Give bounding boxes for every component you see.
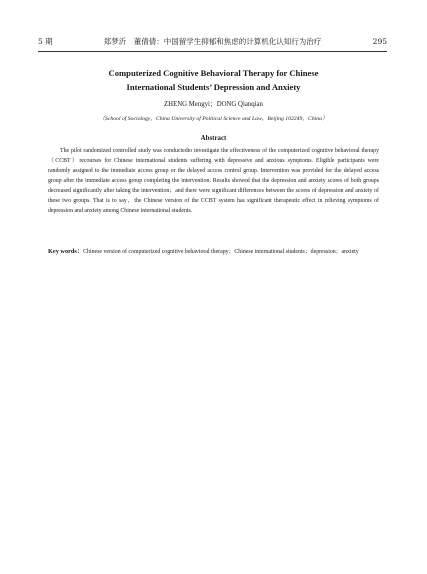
affiliation-text: （School of Sociology，China University of Political Science and Law，Beijing 102249，China） (99, 116, 328, 122)
title-line-1: Computerized Cognitive Behavioral Therapy for Chinese (108, 68, 319, 78)
author-affiliation (0, 115, 427, 124)
keywords-text: Chinese version of computerized cognitive behavioral therapy；Chinese international students；depression；anxiety (83, 249, 359, 255)
running-header (38, 36, 387, 48)
abstract-heading: Abstract (200, 135, 227, 142)
author-names: ZHENG Mengyi；DONG Qianqian (164, 101, 263, 108)
header-rule (38, 51, 387, 52)
title-line-2: International Students’ Depression and Anxiety (126, 82, 301, 92)
abstract-body (48, 146, 379, 216)
keywords-section (48, 247, 379, 257)
keywords-label: Key words： (48, 248, 84, 255)
issue-number: 5 期 (38, 37, 53, 46)
article-title (30, 66, 397, 94)
running-title: 郑梦沂 董倩倩：中国留学生抑郁和焦虑的计算机化认知行为治疗 (103, 37, 322, 46)
page-number: 295 (372, 37, 387, 46)
abstract-paragraph: The pilot randomized controlled study was conductedto investigate the effectiveness of the computerized cognitive behavioral therapy（CCBT）recourses for Chinese international students suffering with depressive and anxious symptoms. Eligible participants were randomly assigned to the immediate access group or the delayed access control group. Intervention was provided for the delayed access group after the immediate access group completing the intervention. Results showed that the depression and anxiety scores of both groups decreased significantly after taking the intervention；and there were significant differences between the scores of depression and anxiety of these two groups. That is to say，the Chinese version of the CCBT system has significant therapeutic effect in relieving symptoms of depression and anxiety among Chinese international students. (48, 148, 379, 214)
